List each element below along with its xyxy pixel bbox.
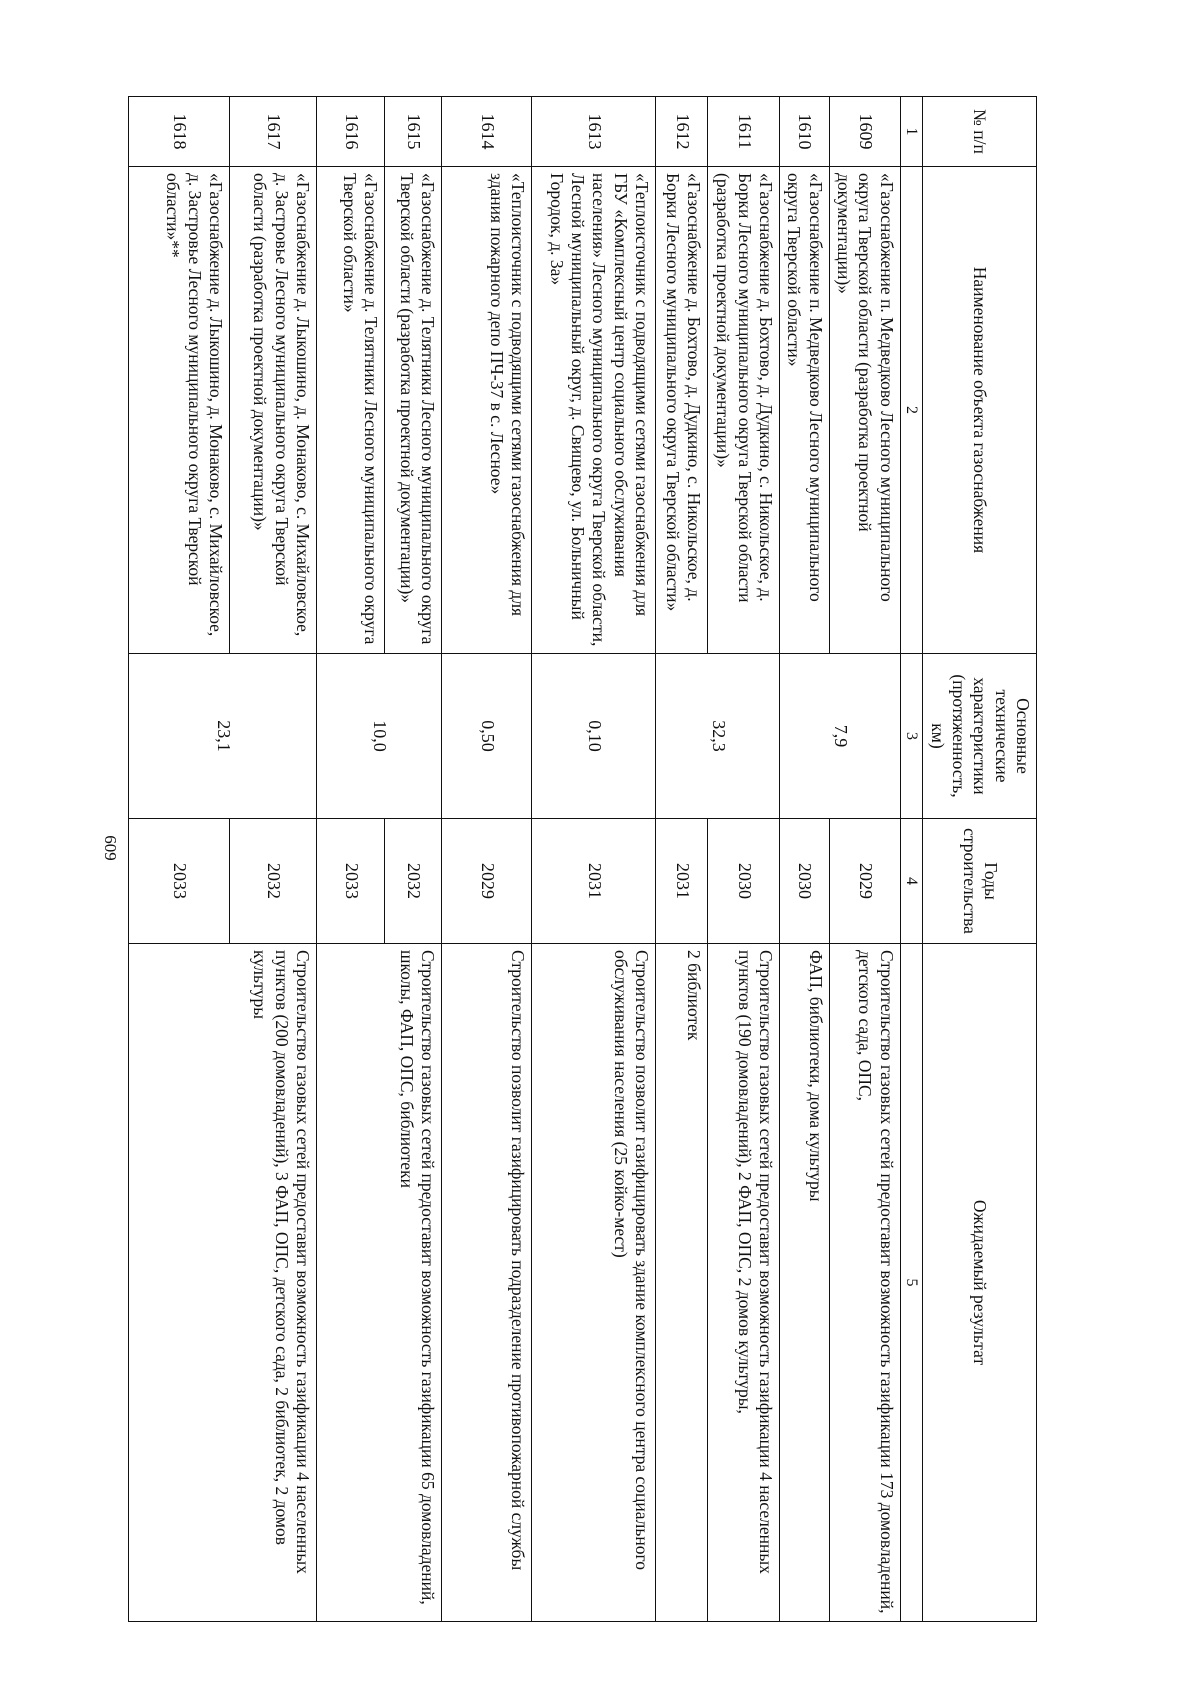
row-num: 1614: [442, 97, 532, 167]
row-name: «Газоснабжение п. Медведково Лесного муниципального округа Тверской области»: [780, 167, 830, 654]
table-row: [442, 97, 532, 1622]
row-year: 2033: [129, 819, 230, 944]
header-years: Годы строительства: [923, 819, 1037, 944]
table-row: [708, 97, 780, 1622]
row-num: 1611: [708, 97, 780, 167]
row-year: 2030: [780, 819, 830, 944]
row-year: 2030: [708, 819, 780, 944]
table-row: [230, 97, 317, 1622]
index-cell: 1: [900, 97, 923, 167]
row-length: 0,10: [532, 654, 656, 819]
row-year: 2032: [385, 819, 442, 944]
row-result: ФАП, библиотеки, дома культуры: [780, 944, 830, 1622]
row-num: 1610: [780, 97, 830, 167]
row-length: 10,0: [317, 654, 442, 819]
index-cell: 5: [900, 944, 923, 1622]
row-result: Строительство газовых сетей предоставит возможность газификации 4 населенных пунктов (190 домовладений), 2 ФАП, ОПС, 2 домов культуры,: [708, 944, 780, 1622]
header-tech: Основные технические характеристики (протяженность, км): [923, 654, 1037, 819]
row-name: «Газоснабжение д. Телятники Лесного муниципального округа Тверской области»: [317, 167, 385, 654]
row-result: Строительство позволит газифицировать подразделение противопожарной службы: [442, 944, 532, 1622]
index-cell: 2: [900, 167, 923, 654]
table-row: [780, 97, 830, 1622]
row-name: «Теплоисточник с подводящими сетями газоснабжения для здания пожарного депо ПЧ-37 в с. Лесное»: [442, 167, 532, 654]
row-year: 2029: [829, 819, 900, 944]
row-year: 2031: [656, 819, 708, 944]
row-length: 0,50: [442, 654, 532, 819]
row-num: 1618: [129, 97, 230, 167]
row-num: 1612: [656, 97, 708, 167]
row-result: Строительство газовых сетей предоставит возможность газификации 4 населенных пунктов (200 домовладений), 3 ФАП, ОПС, детского сада, 2 библиотек, 2 домов культуры: [129, 944, 317, 1622]
row-year: 2032: [230, 819, 317, 944]
row-result: Строительство газовых сетей предоставит возможность газификации 173 домовладений, детского сада, ОПС,: [829, 944, 900, 1622]
row-num: 1609: [829, 97, 900, 167]
table-row: [385, 97, 442, 1622]
page-number: 609: [101, 835, 120, 861]
row-result: 2 библиотек: [656, 944, 708, 1622]
table-row: [532, 97, 656, 1622]
row-num: 1615: [385, 97, 442, 167]
row-length: 7,9: [780, 654, 901, 819]
row-name: «Газоснабжение п. Медведково Лесного муниципального округа Тверской области (разработка проектной документации)»: [829, 167, 900, 654]
header-name: Наименование объекта газоснабжения: [923, 167, 1037, 654]
row-name: «Газоснабжение д. Лыкошино, д. Монаково, с. Михайловское, д. Застровье Лесного муниципального округа Тверской области»**: [129, 167, 230, 654]
row-name: «Газоснабжение д. Бохтово, д. Дудкино, с. Никольское, д. Борки Лесного муниципального округа Тверской области»: [656, 167, 708, 654]
table-row: [829, 97, 900, 1622]
table-row: [656, 97, 708, 1622]
row-year: 2029: [442, 819, 532, 944]
header-result: Ожидаемый результат: [923, 944, 1037, 1622]
row-name: «Газоснабжение д. Лыкошино, д. Монаково, с. Михайловское, д. Застровье Лесного муниципального округа Тверской области (разработка проектной документации)»: [230, 167, 317, 654]
header-num: № п/п: [923, 97, 1037, 167]
row-num: 1616: [317, 97, 385, 167]
row-num: 1617: [230, 97, 317, 167]
row-num: 1613: [532, 97, 656, 167]
row-name: «Газоснабжение д. Телятники Лесного муниципального округа Тверской области (разработка проектной документации)»: [385, 167, 442, 654]
row-name: «Теплоисточник с подводящими сетями газоснабжения для ГБУ «Комплексный центр социального обслуживания населения» Лесного муниципального округа Тверской области, Лесной муниципальный округ, д. Свищево, ул. Больничный Городок, д. 3а»: [532, 167, 656, 654]
row-name: «Газоснабжение д. Бохтово, д. Дудкино, с. Никольское, д. Борки Лесного муниципального округа Тверской области (разработка проектной документации)»: [708, 167, 780, 654]
row-result: Строительство газовых сетей предоставит возможность газификации 65 домовладений, школы, ФАП, ОПС, библиотеки: [317, 944, 442, 1622]
row-year: 2033: [317, 819, 385, 944]
row-length: 32,3: [656, 654, 780, 819]
index-cell: 4: [900, 819, 923, 944]
index-cell: 3: [900, 654, 923, 819]
gas-supply-table: [128, 96, 1037, 1622]
row-result: Строительство позволит газифицировать здание комплексного центра социального обслуживания населения (25 койко-мест): [532, 944, 656, 1622]
row-year: 2031: [532, 819, 656, 944]
gas-supply-table-wrapper: [163, 96, 1037, 1621]
row-length: 23,1: [129, 654, 317, 819]
